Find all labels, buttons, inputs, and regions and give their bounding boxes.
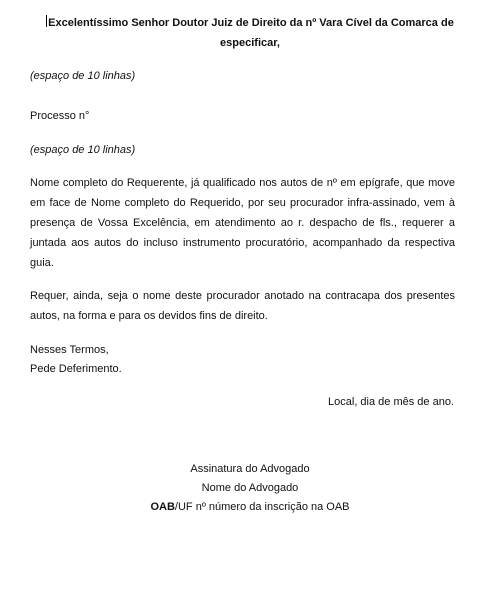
closing-line-1: Nesses Termos, [30, 344, 109, 356]
heading-line-2: especificar, [220, 37, 280, 49]
heading-line-1 [30, 13, 470, 33]
place-date: Local, dia de mês de ano. [328, 396, 454, 408]
body-paragraph-2: Requer, ainda, seja o nome deste procurador anotado na contracapa dos presentes autos, na forma e para os devidos fins de direito. [30, 290, 455, 322]
lawyer-name: Nome do Advogado [201, 482, 299, 494]
oab-prefix: OAB [150, 501, 175, 513]
closing-line-2: Pede Deferimento. [30, 363, 122, 375]
heading-line-1-text: Excelentíssimo Senhor Doutor Juiz de Direito da nº Vara Cível da Comarca de [48, 17, 454, 29]
signature-line: Assinatura do Advogado [190, 463, 310, 475]
spacing-note-2: (espaço de 10 linhas) [30, 144, 136, 156]
process-label: Processo n° [30, 110, 90, 122]
oab-registration [0, 500, 500, 514]
oab-registration-text: /UF nº número da inscrição na OAB [174, 501, 350, 513]
petition-heading [30, 13, 470, 53]
body-paragraph-1: Nome completo do Requerente, já qualificado nos autos de nº em epígrafe, que move em face de Nome completo do Requerido, por seu procurador infra-assinado, vem à presença de Vossa Excelência, em atendimento ao r. despacho de fls., requerer a juntada aos autos do incluso instrumento procuratório, acompanhado da respectiva guia. [30, 177, 455, 269]
spacing-note-1: (espaço de 10 linhas) [30, 70, 136, 82]
